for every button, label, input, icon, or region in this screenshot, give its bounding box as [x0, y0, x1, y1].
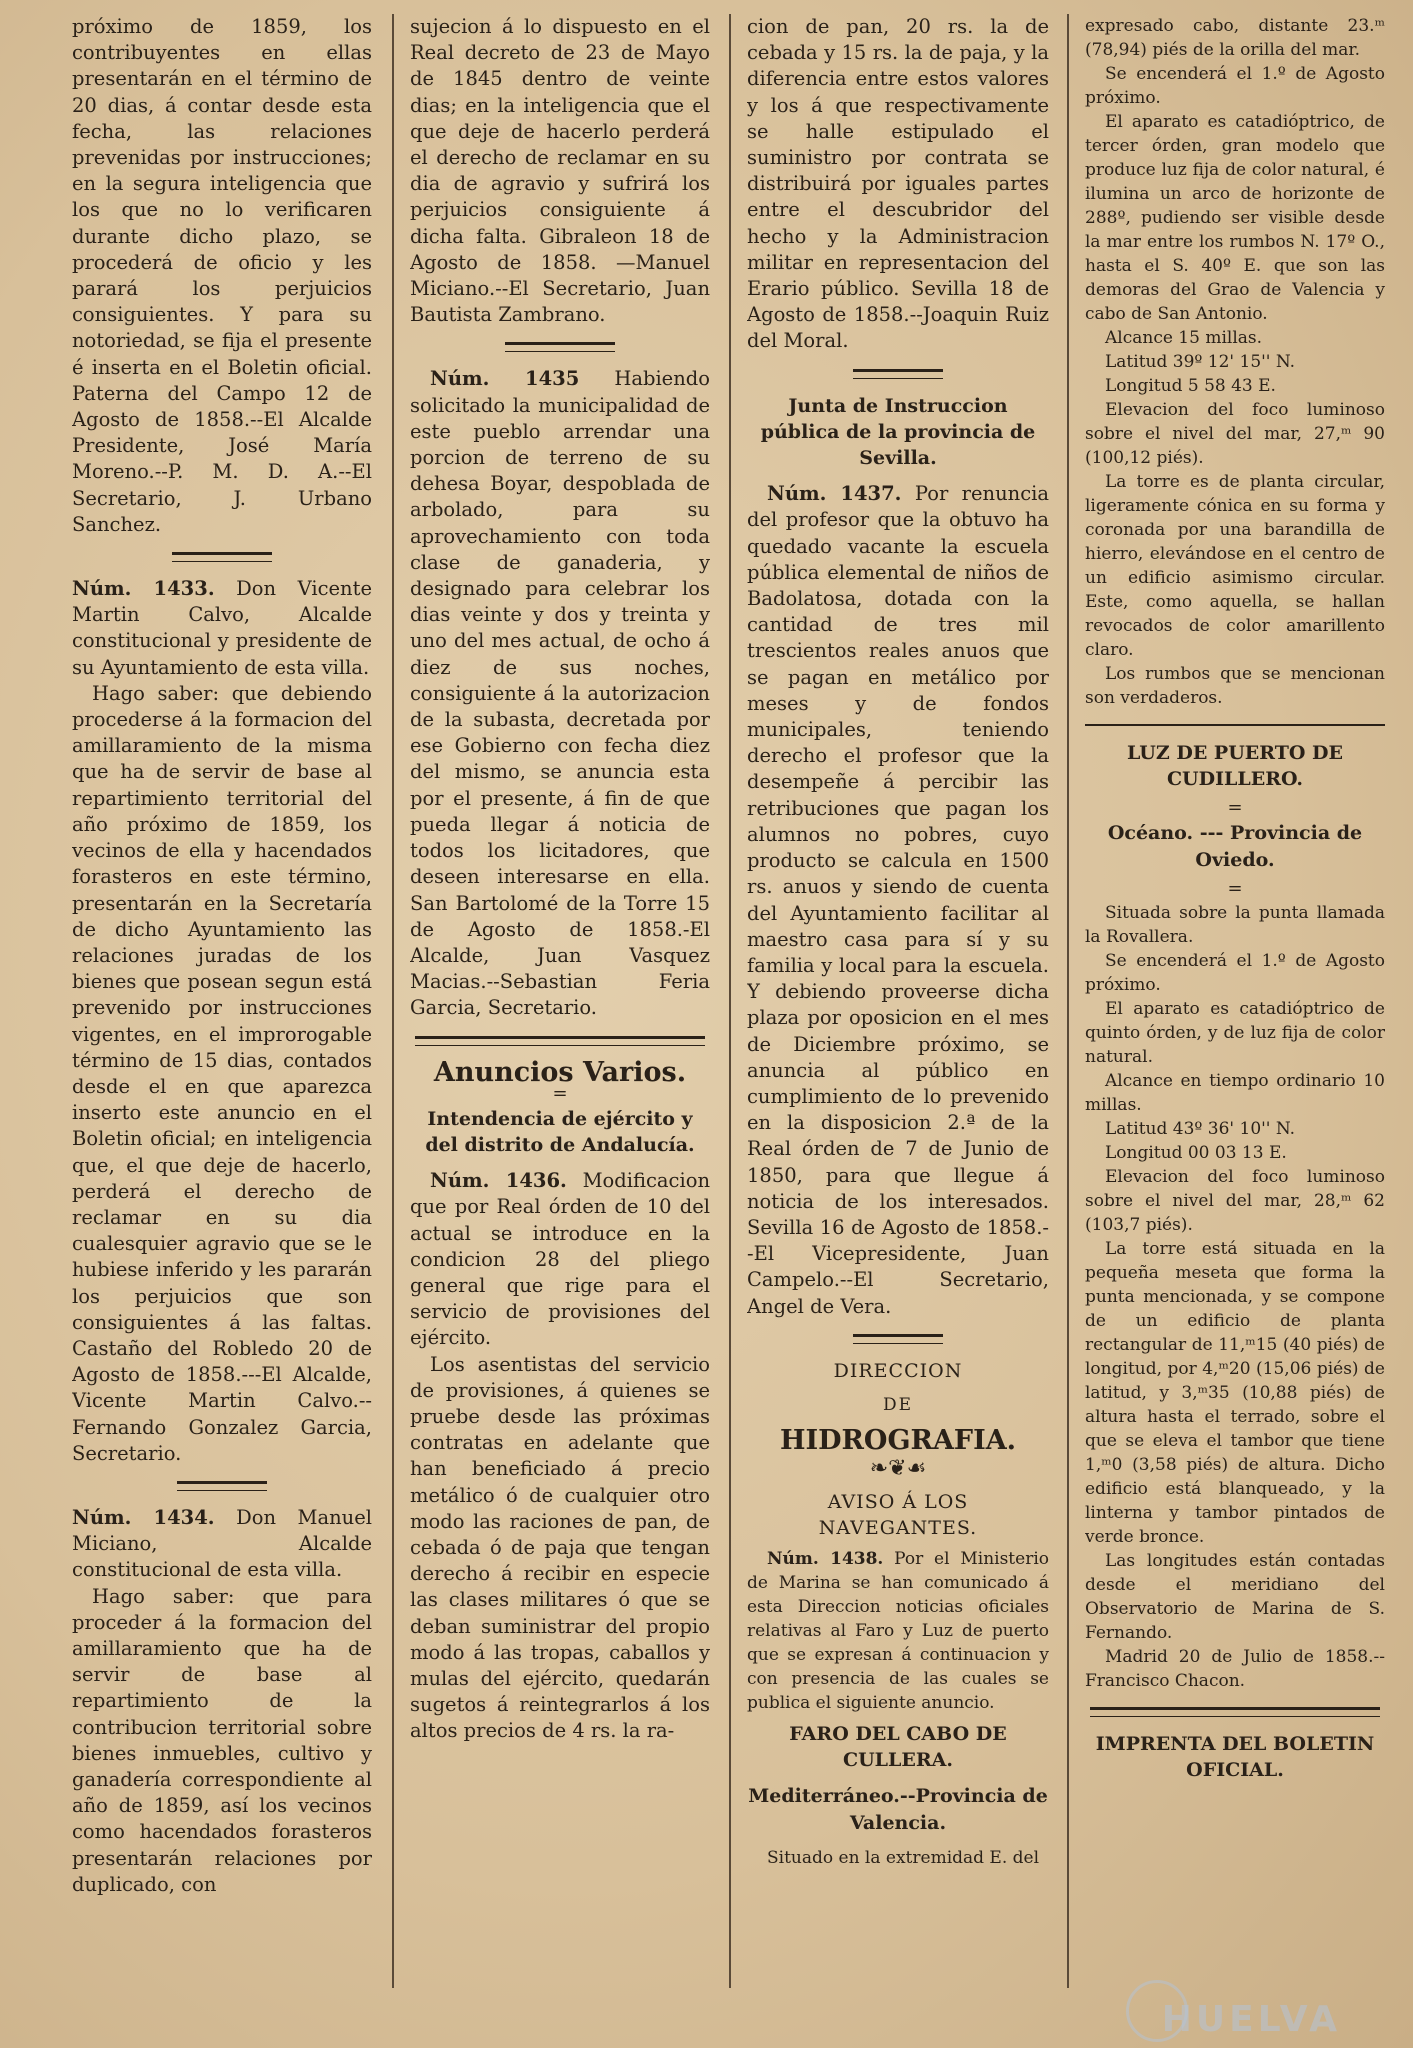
- section-divider: [1085, 724, 1385, 726]
- text-paragraph: [1085, 1141, 1385, 1165]
- heading-ornament: =: [1227, 877, 1243, 899]
- paragraph-text: Alcance 15 millas.: [1105, 328, 1263, 348]
- text-paragraph: [410, 14, 710, 328]
- notice-number: Núm. 1434.: [72, 1505, 215, 1529]
- heading-ornament: =: [1227, 797, 1243, 819]
- text-paragraph: [1085, 1069, 1385, 1117]
- text-paragraph: [1085, 1237, 1385, 1549]
- text-paragraph: [72, 14, 372, 538]
- notice-paragraph: [72, 576, 372, 681]
- text-paragraph: [72, 1584, 372, 1898]
- text-paragraph: [1085, 326, 1385, 350]
- paragraph-text: Longitud 5 58 43 E.: [1105, 376, 1276, 396]
- notice-number: Núm. 1438.: [767, 1548, 884, 1569]
- text-paragraph: [410, 1352, 710, 1745]
- notice-number: Núm. 1435: [430, 367, 580, 391]
- text-paragraph: [1085, 997, 1385, 1069]
- paragraph-text: Elevacion del foco luminoso sobre el nivel del mar, 28,ᵐ 62 (103,7 piés).: [1085, 1166, 1385, 1235]
- paragraph-text: Hago saber: que debiendo procederse á la formacion del amillaramiento de la misma que ha de servir de base al repartimiento territorial del año próximo de 1859, los vecinos de ella y hacendados forasteros en este término, presentarán en la Secretaría de dicho Ayuntamiento las relaciones juradas de los bienes que posean segun está prevenido por instrucciones vigentes, en el improrogable término de 15 dias, contados desde el en que aparezca inserto este anuncio en el Boletin oficial; en inteligencia que, el que deje de hacerlo, perderá el derecho de reclamar en su dia cualesquier agravio que se le hubiese inferido y les pararán los perjuicios que son consiguientes á las faltas. Castaño del Robledo 20 de Agosto de 1858.---El Alcalde, Vicente Martin Calvo.--Fernando Gonzalez Garcia, Secretario.: [72, 681, 372, 1465]
- paragraph-text: expresado cabo, distante 23.ᵐ (78,94) piés de la orilla del mar.: [1085, 16, 1385, 60]
- section-subheading: LUZ DE PUERTO DE CUDILLERO.: [1126, 742, 1343, 791]
- text-paragraph: [1085, 374, 1385, 398]
- text-paragraph: [1085, 949, 1385, 997]
- text-paragraph: [747, 1846, 1049, 1870]
- paragraph-text: Situado en la extremidad E. del: [767, 1847, 1040, 1868]
- archive-watermark: HUELVA: [1161, 1999, 1341, 2040]
- section-divider: [172, 552, 272, 562]
- text-paragraph: [1085, 14, 1385, 62]
- notice-paragraph: [747, 1547, 1049, 1715]
- text-paragraph: [1085, 901, 1385, 949]
- notice-number: Núm. 1437.: [767, 482, 902, 506]
- section-divider: [1090, 1707, 1380, 1717]
- column-rule: [729, 14, 731, 1988]
- paragraph-text: Se encenderá el 1.º de Agosto próximo.: [1085, 64, 1385, 108]
- text-paragraph: [1085, 62, 1385, 110]
- section-divider: [177, 1481, 267, 1491]
- column-rule: [1067, 14, 1069, 1988]
- column-1: [72, 14, 372, 2008]
- section-subheading: Océano. --- Provincia de Oviedo.: [1107, 822, 1363, 871]
- paragraph-text: Por el Ministerio de Marina se han comunicado á esta Direccion noticias oficiales relativas al Faro y Luz de puerto que se expresan á continuacion y con presencia de las cuales se publica el siguiente anuncio.: [747, 1548, 1049, 1713]
- paragraph-text: Don Vicente Martin Calvo, Alcalde constitucional y presidente de su Ayuntamiento de esta villa.: [72, 577, 372, 679]
- heading-ornament: =: [552, 1082, 568, 1104]
- section-divider: [505, 342, 615, 352]
- notice-number: Núm. 1433.: [72, 577, 215, 601]
- paragraph-text: Hago saber: que para proceder á la formacion del amillaramiento que ha de servir de base al repartimiento de la contribucion territorial sobre bienes inmuebles, cultivo y ganadería correspondiente al año de 1859, así los vecinos como hacendados forasteros presentarán relaciones por duplicado, con: [72, 1584, 372, 1896]
- paragraph-text: La torre es de planta circular, ligeramente cónica en su forma y coronada por una barandilla de hierro, elevándose en el centro de un edificio asimismo circular. Este, como aquella, se hallan revocados de color amarillento claro.: [1085, 472, 1385, 660]
- paragraph-text: Alcance en tiempo ordinario 10 millas.: [1085, 1070, 1385, 1115]
- text-paragraph: [1085, 350, 1385, 374]
- paragraph-text: próximo de 1859, los contribuyentes en ellas presentarán en el término de 20 dias, á contar desde esta fecha, las relaciones prevenidas por instrucciones; en la segura inteligencia que los que no lo verificaren durante dicho plazo, se procederá de oficio y les parará los perjuicios consiguientes. Y para su notoriedad, se fija el presente é inserta en el Boletin oficial. Paterna del Campo 12 de Agosto de 1858.--El Alcalde Presidente, José María Moreno.--P. M. D. A.--El Secretario, J. Urbano Sanchez.: [72, 15, 372, 536]
- column-4: [1085, 14, 1385, 2008]
- paragraph-text: Se encenderá el 1.º de Agosto próximo.: [1085, 950, 1385, 995]
- notice-paragraph: [410, 366, 710, 1021]
- paragraph-text: Don Manuel Miciano, Alcalde constitucional de esta villa.: [72, 1505, 372, 1582]
- section-subheading: FARO DEL CABO DE CULLERA.: [789, 1722, 1007, 1772]
- paragraph-text: Situada sobre la punta llamada la Rovallera.: [1085, 902, 1385, 947]
- text-paragraph: [1085, 470, 1385, 662]
- paragraph-text: sujecion á lo dispuesto en el Real decreto de 23 de Mayo de 1845 dentro de veinte dias; en la inteligencia que el que deje de hacerlo perderá el derecho de reclamar en su dia de agravio y sufrirá los perjuicios consiguiente á dicha falta. Gibraleon 18 de Agosto de 1858. —Manuel Miciano.--El Secretario, Juan Bautista Zambrano.: [410, 15, 710, 327]
- paragraph-text: El aparato es catadióptrico de quinto órden, y de luz fija de color natural.: [1085, 998, 1385, 1067]
- text-paragraph: [1085, 1117, 1385, 1141]
- paragraph-text: Madrid 20 de Julio de 1858.--Francisco Chacon.: [1085, 1646, 1385, 1691]
- paragraph-text: cion de pan, 20 rs. la de cebada y 15 rs. la de paja, y la diferencia entre estos valores y los á que respectivamente se halle estipulado el suministro por contrata se distribuirá por iguales partes entre el descubridor del hecho y la Administracion militar en representacion del Erario público. Sevilla 18 de Agosto de 1858.--Joaquin Ruiz del Moral.: [747, 15, 1049, 353]
- text-paragraph: [1085, 1165, 1385, 1237]
- column-3: [747, 14, 1049, 2008]
- paragraph-text: Los rumbos que se mencionan son verdaderos.: [1085, 664, 1385, 708]
- paragraph-text: La torre está situada en la pequeña meseta que forma la punta mencionada, y se compone de un edificio de planta rectangular de 11,ᵐ15 (40 piés) de longitud, por 4,ᵐ20 (15,06 piés) de latitud, y 3,ᵐ35 (10,88 piés) de altura hasta el terrado, sobre el que se eleva el tambor que tiene 1,ᵐ0 (3,58 piés) de altura. Dicho edificio está blanqueado, y la linterna y tambor pintados de verde bronce.: [1085, 1238, 1385, 1547]
- section-subheading: IMPRENTA DEL BOLETIN OFICIAL.: [1095, 1732, 1375, 1782]
- paragraph-text: Las longitudes están contadas desde el meridiano del Observatorio de Marina de S. Fernando.: [1085, 1550, 1385, 1643]
- text-paragraph: [1085, 662, 1385, 710]
- paragraph-text: Por renuncia del profesor que la obtuvo ha quedado vacante la escuela pública elemental de niños de Badolatosa, dotada con la cantidad de tres mil trescientos reales anuos que se pagan en metálico por meses y de fondos municipales, teniendo derecho el profesor que la desempeñe á percibir las retribuciones que pagan los alumnos no pobres, cuyo producto se calcula en 1500 rs. anuos y siendo de cuenta del Ayuntamiento facilitar al maestro casa para sí y su familia y local para la escuela. Y debiendo proveerse dicha plaza por oposicion en el mes de Diciembre próximo, se anuncia al público en cumplimiento de lo prevenido en la disposicion 2.ª de la Real órden de 7 de Junio de 1850, para que llegue á noticia de los interesados. Sevilla 16 de Agosto de 1858.--El Vicepresidente, Juan Campelo.--El Secretario, Angel de Vera.: [747, 482, 1049, 1318]
- paragraph-text: El aparato es catadióptrico, de tercer órden, gran modelo que produce luz fija de color natural, é ilumina un arco de horizonte de 288º, pudiendo ser visible desde la mar entre los rumbos N. 17º O., hasta el S. 40º E. que son las demoras del Grao de Valencia y cabo de San Antonio.: [1085, 112, 1385, 324]
- section-subheading: Intendencia de ejército y del distrito de Andalucía.: [425, 1107, 695, 1156]
- section-divider: [853, 1334, 943, 1344]
- section-heading: HIDROGRAFIA.: [779, 1425, 1017, 1457]
- notice-paragraph: [410, 1168, 710, 1351]
- section-heading: Anuncios Varios.: [433, 1056, 687, 1088]
- paragraph-text: Los asentistas del servicio de provisiones, á quienes se pruebe desde las próximas contratas en adelante que han beneficiado á precio metálico ó de cualquier otro modo las raciones de pan, de cebada ó de paja que tengan derecho á recibir en especie las clases militares ó que se deban suministrar del propio modo á las tropas, caballos y mulas del ejército, quedarán sugetos á reintegrarlos á los altos precios de 4 rs. la ra-: [410, 1352, 710, 1743]
- notice-number: Núm. 1436.: [430, 1169, 567, 1193]
- paragraph-text: Latitud 43º 36' 10'' N.: [1105, 1118, 1296, 1139]
- text-paragraph: [1085, 1549, 1385, 1645]
- text-paragraph: [72, 681, 372, 1467]
- notice-paragraph: [72, 1505, 372, 1584]
- section-divider: [853, 369, 943, 379]
- paragraph-text: Elevacion del foco luminoso sobre el nivel del mar, 27,ᵐ 90 (100,12 piés).: [1085, 400, 1385, 468]
- section-subheading: Mediterráneo.--Provincia de Valencia.: [748, 1785, 1048, 1834]
- text-paragraph: [1085, 110, 1385, 326]
- section-title: DIRECCION: [833, 1359, 963, 1382]
- notice-paragraph: [747, 481, 1049, 1320]
- section-divider: [415, 1036, 705, 1046]
- paragraph-text: Habiendo solicitado la municipalidad de este pueblo arrendar una porcion de terreno de su dehesa Boyar, despoblada de arbolado, para su aprovechamiento con toda clase de ganaderia, y designado para celebrar los dias veinte y dos y treinta y uno del mes actual, de ocho á diez de sus noches, consiguiente á la autorizacion de la subasta, decretada por ese Gobierno con fecha diez del mismo, se anuncia esta por el presente, á fin de que pueda llegar á noticia de todos los licitadores, que deseen interesarse en ella. San Bartolomé de la Torre 15 de Agosto de 1858.-El Alcalde, Juan Vasquez Macias.--Sebastian Feria Garcia, Secretario.: [410, 367, 710, 1020]
- paragraph-text: Latitud 39º 12' 15'' N.: [1105, 352, 1296, 372]
- paragraph-text: Longitud 00 03 13 E.: [1105, 1142, 1287, 1163]
- column-2: [410, 14, 710, 2008]
- text-paragraph: [747, 14, 1049, 355]
- heading-ornament: ❧❦☙: [869, 1456, 927, 1482]
- section-subheading: Junta de Instruccion pública de la provincia de Sevilla.: [760, 394, 1036, 470]
- section-connector: DE: [882, 1394, 914, 1415]
- section-title: AVISO Á LOS NAVEGANTES.: [818, 1490, 978, 1539]
- column-rule: [392, 14, 394, 1988]
- text-paragraph: [1085, 1645, 1385, 1693]
- paragraph-text: Modificacion que por Real órden de 10 del actual se introduce en la condicion 28 del pliego general que rige para el servicio de provisiones del ejército.: [410, 1169, 710, 1350]
- text-paragraph: [1085, 398, 1385, 470]
